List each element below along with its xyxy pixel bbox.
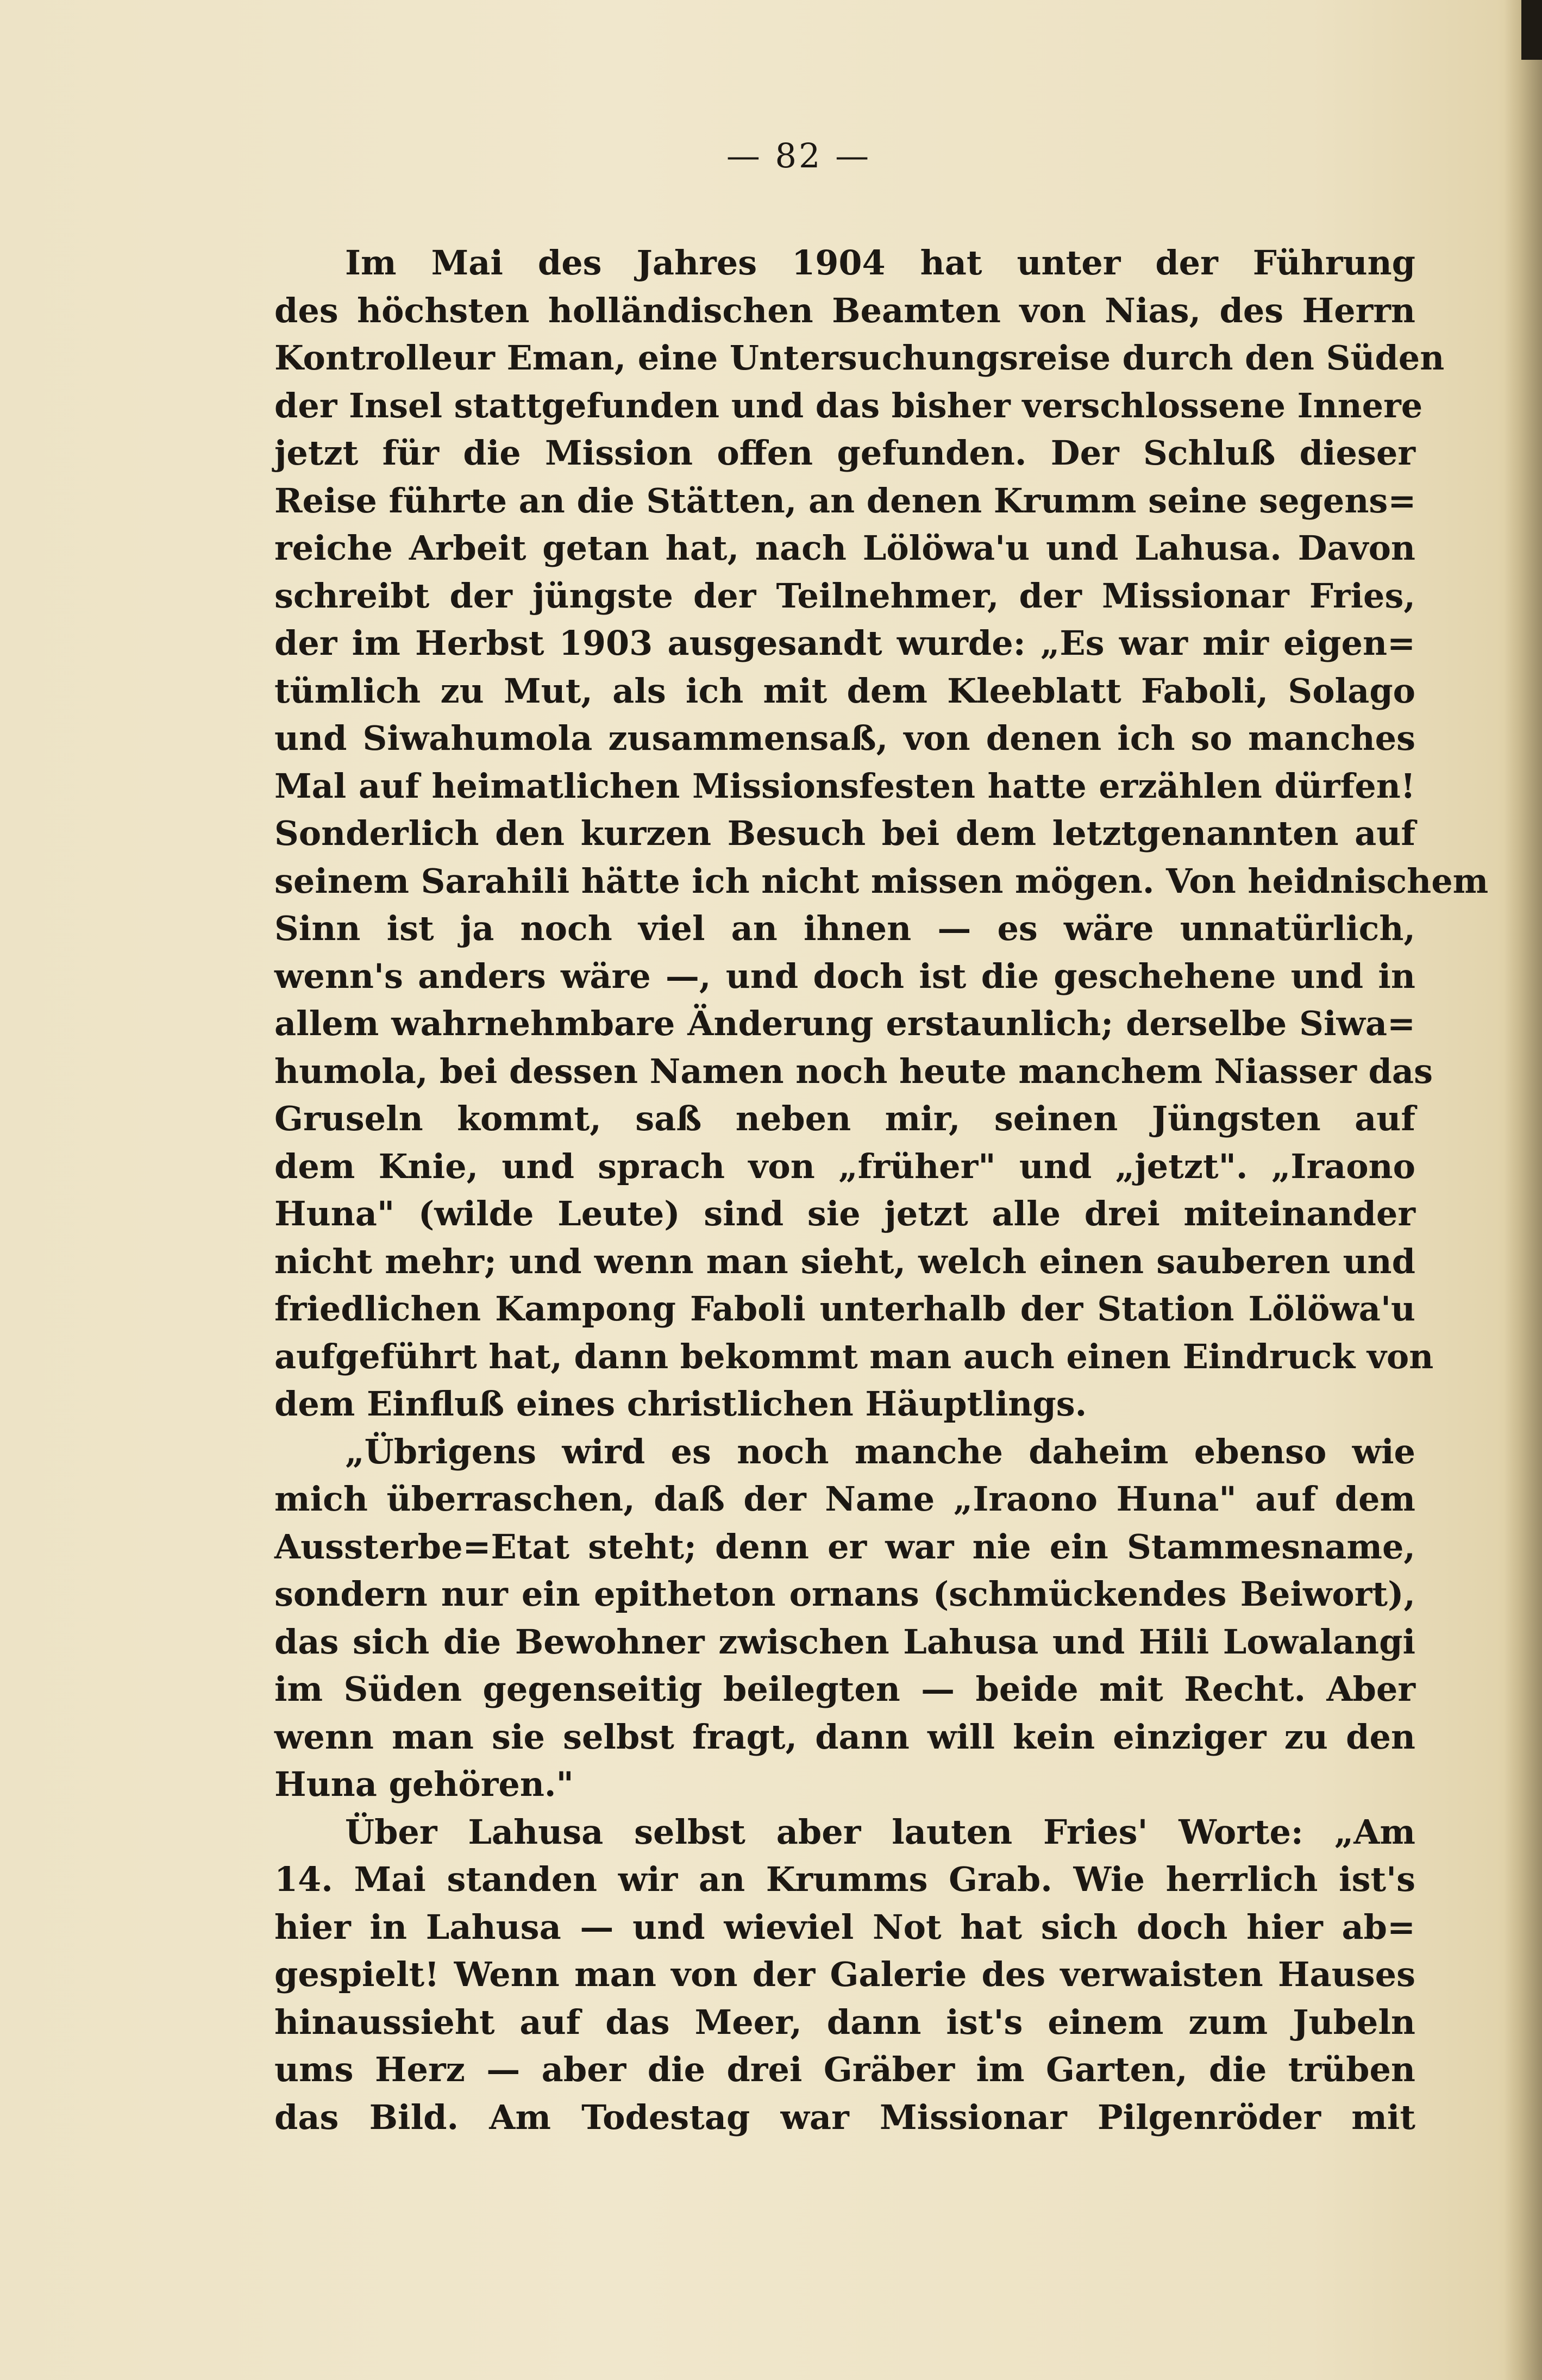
text-line: Gruseln kommt, saß neben mir, seinen Jüngsten auf: [274, 1099, 1415, 1138]
text-line: hier in Lahusa — und wieviel Not hat sich doch hier ab=: [274, 1907, 1415, 1947]
text-line: Kontrolleur Eman, eine Untersuchungsreise durch den Süden: [274, 338, 1445, 378]
text-line: humola, bei dessen Namen noch heute manchem Niasser das: [274, 1051, 1433, 1091]
text-line: und Siwahumola zusammensaß, von denen ich so manches: [274, 718, 1415, 758]
text-line: gespielt! Wenn man von der Galerie des verwaisten Hauses: [274, 1955, 1415, 1994]
text-line: Huna" (wilde Leute) sind sie jetzt alle drei miteinander: [274, 1194, 1415, 1233]
text-line: im Süden gegenseitig beilegten — beide mit Recht. Aber: [274, 1669, 1415, 1709]
text-line: ums Herz — aber die drei Gräber im Garten, die trüben: [274, 2050, 1415, 2089]
text-line: das sich die Bewohner zwischen Lahusa und Hili Lowalangi: [274, 1621, 1415, 1662]
text-line: das Bild. Am Todestag war Missionar Pilgenröder mit: [274, 2097, 1415, 2137]
text-line: nicht mehr; und wenn man sieht, welch einen sauberen und: [274, 1241, 1415, 1281]
text-line: der Insel stattgefunden und das bisher verschlossene Innere: [274, 385, 1423, 425]
text-line: der im Herbst 1903 ausgesandt wurde: „Es war mir eigen=: [274, 623, 1415, 663]
text-line: mich überraschen, daß der Name „Iraono Huna" auf dem: [274, 1479, 1415, 1519]
text-line: dem Einfluß eines christlichen Häuptlings.: [274, 1384, 1087, 1424]
text-line: dem Knie, und sprach von „früher" und „jetzt". „Iraono: [274, 1146, 1415, 1186]
text-line: Sonderlich den kurzen Besuch bei dem letztgenannten auf: [274, 813, 1415, 853]
text-line: reiche Arbeit getan hat, nach Lölöwa'u und Lahusa. Davon: [274, 528, 1415, 568]
text-line: Aussterbe=Etat steht; denn er war nie ein Stammesname,: [274, 1526, 1415, 1567]
text-line: sondern nur ein epitheton ornans (schmückendes Beiwort),: [274, 1574, 1415, 1614]
page-gutter-shadow: [1504, 0, 1542, 2380]
text-line: wenn's anders wäre —, und doch ist die geschehene und in: [274, 956, 1415, 996]
text-line: Mal auf heimatlichen Missionsfesten hatte erzählen dürfen!: [274, 766, 1415, 806]
text-line: aufgeführt hat, dann bekommt man auch einen Eindruck von: [274, 1336, 1434, 1376]
text-line: Huna gehören.": [274, 1764, 574, 1804]
text-line: friedlichen Kampong Faboli unterhalb der Station Lölöwa'u: [274, 1289, 1415, 1329]
text-line: Über Lahusa selbst aber lauten Fries' Worte: „Am: [345, 1812, 1415, 1852]
text-line: seinem Sarahili hätte ich nicht missen mögen. Von heidnischem: [274, 861, 1489, 901]
text-line: Reise führte an die Stätten, an denen Krumm seine segens=: [274, 480, 1416, 521]
page-number: — 82 —: [726, 136, 872, 176]
text-line: jetzt für die Mission offen gefunden. Der Schluß dieser: [274, 433, 1415, 473]
text-line: 14. Mai standen wir an Krumms Grab. Wie herrlich ist's: [274, 1859, 1415, 1899]
text-line: wenn man sie selbst fragt, dann will kein einziger zu den: [274, 1717, 1415, 1757]
scan-corner: [1521, 0, 1542, 60]
text-line: des höchsten holländischen Beamten von Nias, des Herrn: [274, 290, 1415, 330]
text-line: hinaussieht auf das Meer, dann ist's einem zum Jubeln: [274, 2002, 1415, 2042]
text-line: Im Mai des Jahres 1904 hat unter der Führung: [345, 243, 1415, 283]
text-line: „Übrigens wird es noch manche daheim ebenso wie: [345, 1431, 1415, 1471]
text-line: schreibt der jüngste der Teilnehmer, der Missionar Fries,: [274, 575, 1415, 616]
text-line: allem wahrnehmbare Änderung erstaunlich; derselbe Siwa=: [274, 1004, 1415, 1043]
text-line: Sinn ist ja noch viel an ihnen — es wäre unnatürlich,: [274, 909, 1415, 948]
body-text: [274, 239, 1489, 2141]
text-line: tümlich zu Mut, als ich mit dem Kleeblatt Faboli, Solago: [274, 671, 1415, 711]
